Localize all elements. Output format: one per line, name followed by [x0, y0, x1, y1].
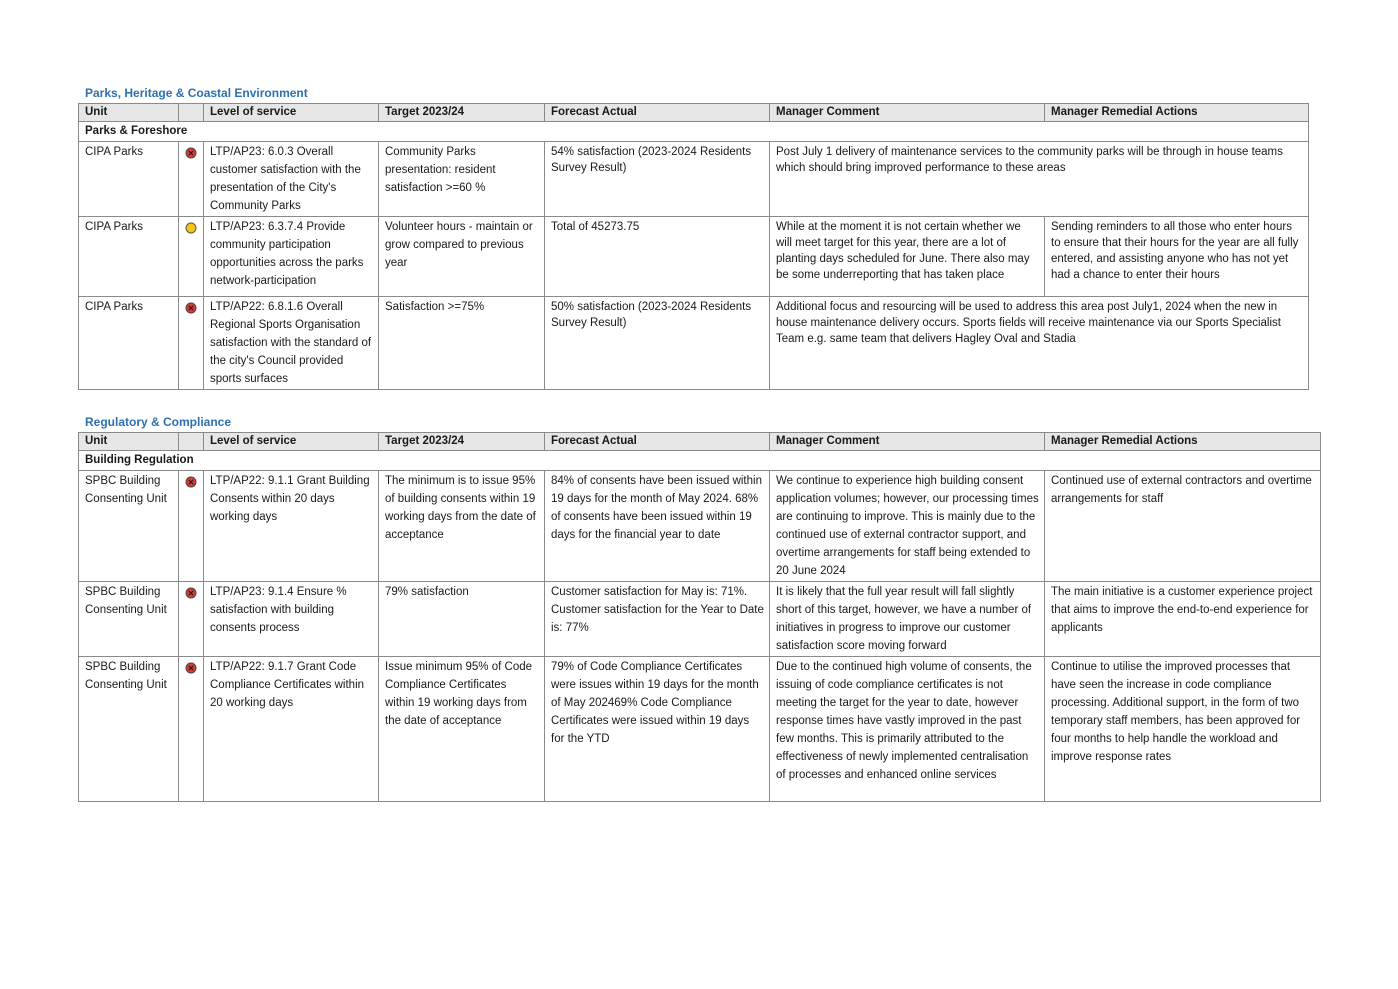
- group-label: Parks & Foreshore: [79, 122, 1309, 142]
- target-cell: Issue minimum 95% of Code Compliance Certificates within 19 working days from the date of acceptance: [379, 657, 545, 802]
- forecast-cell: Customer satisfaction for May is: 71%. Customer satisfaction for the Year to Date is: 77%: [545, 582, 770, 657]
- red-x-icon: [185, 476, 197, 488]
- group-row: [79, 451, 1321, 471]
- table-row: [79, 657, 1321, 802]
- status-cell: [179, 471, 204, 582]
- col-header-forecast: Forecast Actual: [545, 104, 770, 122]
- status-cell: [179, 657, 204, 802]
- col-header-remedial: Manager Remedial Actions: [1045, 433, 1321, 451]
- col-header-target: Target 2023/24: [379, 104, 545, 122]
- col-header-unit: Unit: [79, 433, 179, 451]
- remedial-cell: The main initiative is a customer experience project that aims to improve the end-to-end experience for applicants: [1045, 582, 1321, 657]
- red-x-icon: [185, 587, 197, 599]
- table-row: [79, 471, 1321, 582]
- col-header-forecast: Forecast Actual: [545, 433, 770, 451]
- section-title: Regulatory & Compliance: [85, 415, 232, 429]
- table-header-row: [79, 104, 1309, 122]
- kpi-table-parks: [78, 103, 1309, 390]
- remedial-cell: Continue to utilise the improved processes that have seen the increase in code compliance processing. Additional support, in the form of two temporary staff members, has been approved for four months to help handle the workload and improve response rates: [1045, 657, 1321, 802]
- target-cell: 79% satisfaction: [379, 582, 545, 657]
- group-label: Building Regulation: [79, 451, 1321, 471]
- status-cell: [179, 142, 204, 217]
- col-header-level: Level of service: [204, 433, 379, 451]
- level-cell: LTP/AP23: 6.0.3 Overall customer satisfaction with the presentation of the City's Community Parks: [204, 142, 379, 217]
- section-regulatory: [78, 414, 1321, 802]
- comment-cell: Additional focus and resourcing will be used to address this area post July1, 2024 when the new in house maintenance delivery occurs. Sports fields will receive maintenance via our Sports Specialist Team e.g. same team that delivers Hagley Oval and Stadia: [770, 297, 1309, 390]
- col-header-comment: Manager Comment: [770, 433, 1045, 451]
- comment-cell: It is likely that the full year result will fall slightly short of this target, however, we have a number of initiatives in progress to improve our customer satisfaction score moving forward: [770, 582, 1045, 657]
- unit-cell: SPBC Building Consenting Unit: [79, 582, 179, 657]
- red-x-icon: [185, 147, 197, 159]
- target-cell: Volunteer hours - maintain or grow compared to previous year: [379, 217, 545, 297]
- section-title: Parks, Heritage & Coastal Environment: [85, 86, 308, 100]
- forecast-cell: 50% satisfaction (2023-2024 Residents Survey Result): [545, 297, 770, 390]
- unit-cell: SPBC Building Consenting Unit: [79, 471, 179, 582]
- status-cell: [179, 217, 204, 297]
- red-x-icon: [185, 662, 197, 674]
- target-cell: The minimum is to issue 95% of building consents within 19 working days from the date of acceptance: [379, 471, 545, 582]
- table-row: [79, 217, 1309, 297]
- kpi-table-regulatory: [78, 432, 1321, 802]
- comment-cell: Post July 1 delivery of maintenance services to the community parks will be through in house teams which should bring improved performance to these areas: [770, 142, 1309, 217]
- col-header-status: [179, 104, 204, 122]
- col-header-remedial: Manager Remedial Actions: [1045, 104, 1309, 122]
- col-header-status: [179, 433, 204, 451]
- level-cell: LTP/AP22: 6.8.1.6 Overall Regional Sports Organisation satisfaction with the standard of the city's Council provided sports surfaces: [204, 297, 379, 390]
- level-cell: LTP/AP22: 9.1.1 Grant Building Consents within 20 days working days: [204, 471, 379, 582]
- section-parks: [78, 85, 1309, 390]
- col-header-unit: Unit: [79, 104, 179, 122]
- remedial-cell: Continued use of external contractors and overtime arrangements for staff: [1045, 471, 1321, 582]
- amber-circle-icon: [185, 222, 197, 234]
- target-cell: Community Parks presentation: resident satisfaction >=60 %: [379, 142, 545, 217]
- remedial-cell: Sending reminders to all those who enter hours to ensure that their hours for the year are all fully entered, and assisting anyone who has not yet had a chance to enter their hours: [1045, 217, 1309, 297]
- table-row: [79, 142, 1309, 217]
- table-row: [79, 297, 1309, 390]
- level-cell: LTP/AP22: 9.1.7 Grant Code Compliance Certificates within 20 working days: [204, 657, 379, 802]
- comment-cell: We continue to experience high building consent application volumes; however, our processing times are continuing to improve. This is mainly due to the continued use of external contractor support, and overtime arrangements for staff being extended to 20 June 2024: [770, 471, 1045, 582]
- col-header-level: Level of service: [204, 104, 379, 122]
- unit-cell: CIPA Parks: [79, 217, 179, 297]
- comment-cell: Due to the continued high volume of consents, the issuing of code compliance certificates is not meeting the target for the year to date, however response times have vastly improved in the past few months. This is primarily attributed to the effectiveness of newly implemented centralisation of processes and enhanced online services: [770, 657, 1045, 802]
- unit-cell: CIPA Parks: [79, 297, 179, 390]
- status-cell: [179, 297, 204, 390]
- forecast-cell: 79% of Code Compliance Certificates were issues within 19 days for the month of May 202469% Code Compliance Certificates were issued within 19 days for the YTD: [545, 657, 770, 802]
- table-row: [79, 582, 1321, 657]
- status-cell: [179, 582, 204, 657]
- comment-cell: While at the moment it is not certain whether we will meet target for this year, there are a lot of planting days scheduled for June. There also may be some underreporting that has taken place: [770, 217, 1045, 297]
- col-header-target: Target 2023/24: [379, 433, 545, 451]
- table-header-row: [79, 433, 1321, 451]
- group-row: [79, 122, 1309, 142]
- forecast-cell: Total of 45273.75: [545, 217, 770, 297]
- red-x-icon: [185, 302, 197, 314]
- col-header-comment: Manager Comment: [770, 104, 1045, 122]
- level-cell: LTP/AP23: 9.1.4 Ensure % satisfaction with building consents process: [204, 582, 379, 657]
- forecast-cell: 84% of consents have been issued within 19 days for the month of May 2024. 68% of consents have been issued within 19 days for the financial year to date: [545, 471, 770, 582]
- level-cell: LTP/AP23: 6.3.7.4 Provide community participation opportunities across the parks network-participation: [204, 217, 379, 297]
- unit-cell: CIPA Parks: [79, 142, 179, 217]
- unit-cell: SPBC Building Consenting Unit: [79, 657, 179, 802]
- forecast-cell: 54% satisfaction (2023-2024 Residents Survey Result): [545, 142, 770, 217]
- target-cell: Satisfaction >=75%: [379, 297, 545, 390]
